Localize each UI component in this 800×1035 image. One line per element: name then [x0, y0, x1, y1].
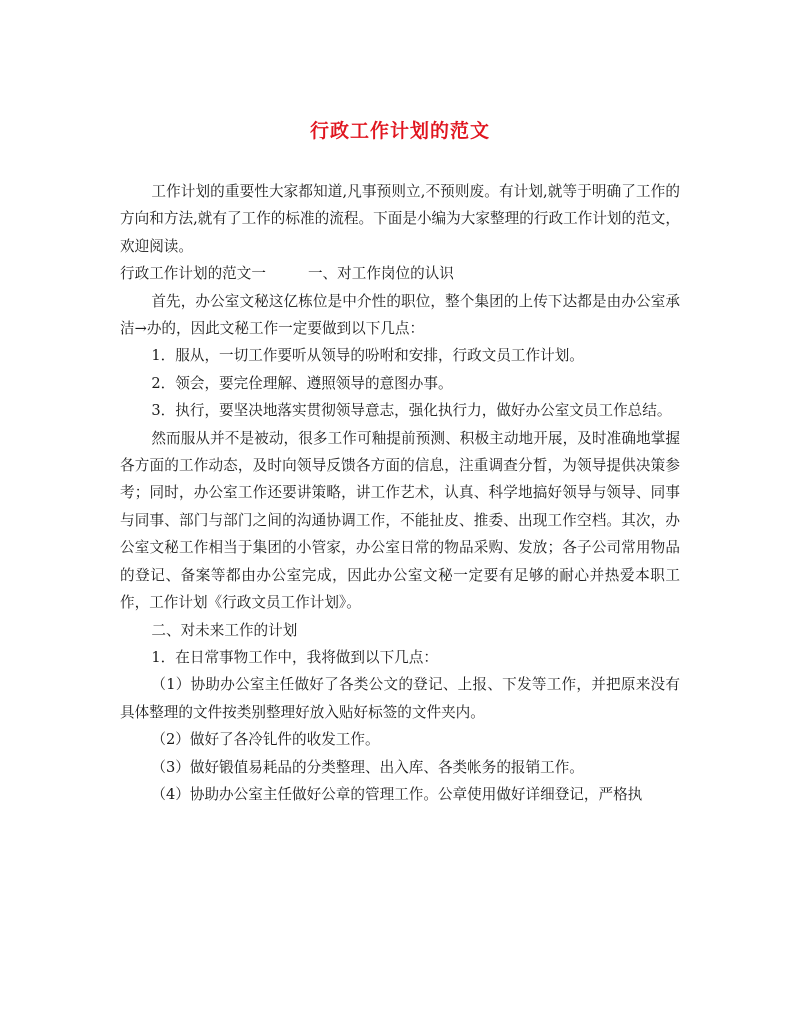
- sample-label: 行政工作计划的范文一: [120, 265, 266, 283]
- sub-item-4: （4）协助办公室主任做好公章的管理工作。公章使用做好详细登记，严格执: [151, 785, 643, 803]
- document-body: [120, 178, 680, 808]
- section-heading-line: [120, 260, 680, 287]
- intro-paragraph: 工作计划的重要性大家都知道,凡事预则立,不预则废。有计划,就等于明确了工作的方向和方法,就有了工作的标准的流程。下面是小编为大家整理的行政工作计划的范文，欢迎阅读。: [120, 183, 680, 255]
- list-item-daily: 1．在日常事物工作中，我将做到以下几点：: [151, 648, 438, 666]
- section-two-heading: 二、对未来工作的计划: [151, 621, 298, 639]
- sub-item-3: （3）做好锻值易耗品的分类整理、出入库、各类帐务的报销工作。: [151, 758, 584, 776]
- list-item-understand: 2．领会，要完佺理解、遵照领导的意图办事。: [151, 374, 453, 392]
- sub-item-2: （2）做好了各冷钆件的收发工作。: [151, 731, 380, 749]
- sub-item-1: （1）协助办公室主任做好了各类公文的登记、上报、下发等工作，并把原来没有具体整理的文件按类别整理好放入贴好标签的文件夹内。: [120, 676, 680, 721]
- paragraph-however: 然而服从并不是被动，很多工作可釉提前预测、积极主动地开展，及时准确地掌握各方面的工作动态，及时向领导反馈各方面的信息，注重调查分晳，为领导提供决策参考；同时，办公室工作还要讲策略，讲工作艺术，认真、科学地搞好领导与领导、同事与同事、部门与部门之间的沟通协调工作，不能扯皮、推委、出现工作空档。其次，办公室文秘工作相当于集团的小管家，办公室日常的物品采购、发放；各子公司常用物品的登记、备案等都由办公室完成，因此办公室文秘一定要有足够的耐心并热爱本职工作，工作计划《行政文员工作计划》。: [120, 429, 680, 612]
- list-item-execute: 3．执行，要坚决地落实贯彻领导意志，强化执行力，做好办公室文员工作总结。: [151, 402, 672, 420]
- list-item-obey: 1．服从，一切工作要听从领导的吩咐和安排，行政文员工作计划。: [151, 347, 584, 365]
- paragraph-first: 首先，办公室文秘这亿栋位是中介性的职位，整个集团的上传下达都是由办公室承洁→办的，因此文秘工作一定要做到以下几点：: [120, 292, 680, 338]
- section-one-heading: 一、对工作岗位的认识: [307, 265, 454, 283]
- page-title: 行政工作计划的范文: [309, 120, 490, 142]
